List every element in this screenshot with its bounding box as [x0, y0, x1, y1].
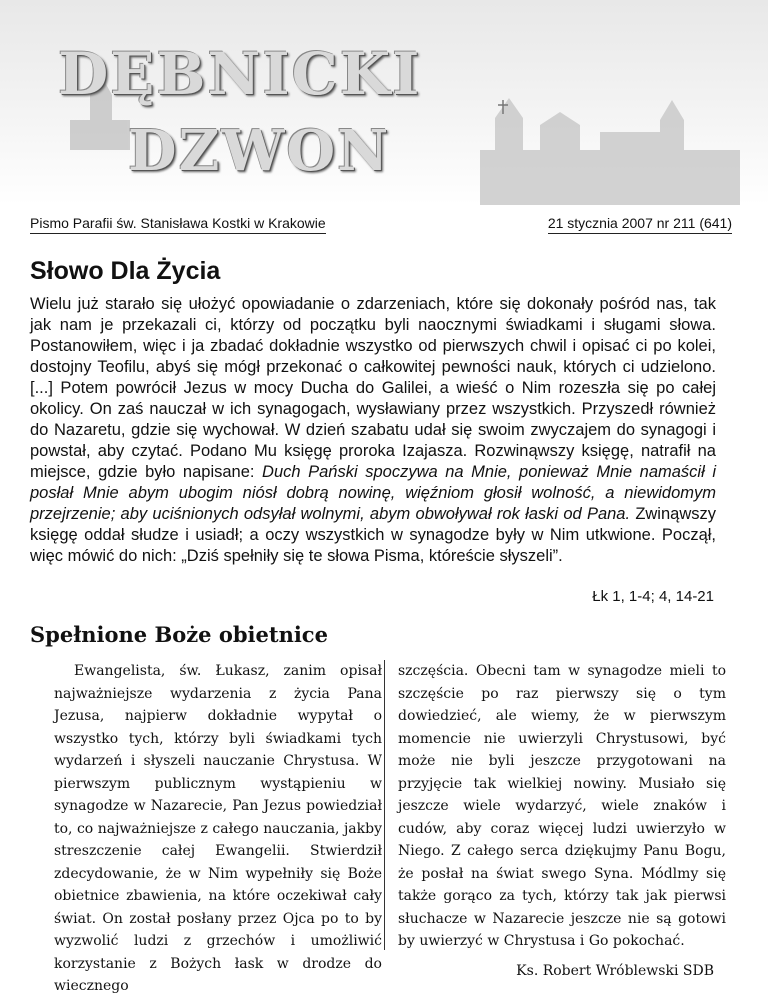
gospel-heading: Słowo Dla Życia: [30, 257, 221, 285]
gospel-text-italic: Duch Pański spoczywa na Mnie, ponieważ Mnie namaścił i posłał Mnie abym ubogim niósł dobrą nowinę, więźniom głosił wolność, a niewidomym przejrzenie; aby uciśnionych odsyłał wolnymi, abym obwoływał rok łaski od Pana.: [30, 463, 716, 523]
publication-name: Pismo Parafii św. Stanisława Kostki w Krakowie: [30, 215, 326, 234]
article-column-right: szczęścia. Obecni tam w synagodze mieli to szczęście po raz pierwszy się o tym dowiedzieć, ale wiemy, że w pierwszym momencie nie uwierzyli Chrystusowi, być może nie byli jeszcze przygotowani na przyjęcie tak wielkiej nowiny. Musiało się jeszcze wiele wydarzyć, wiele znaków i cudów, aby coraz więcej ludzi uwierzyło w Niego. Z całego serca dziękujmy Panu Bogu, że posłał na świat swego Syna. Módlmy się także gorąco za tych, którzy tak jak pierwsi słuchacze w Nazarecie jeszcze nie są gotowi by uwierzyć w Chrystusa i Go pokochać.: [398, 663, 726, 949]
column-divider: [384, 660, 385, 950]
gospel-text: [30, 294, 716, 567]
article-author: Ks. Robert Wróblewski SDB: [516, 963, 714, 979]
gospel-text-before: Wielu już starało się ułożyć opowiadanie o zdarzeniach, które się dokonały pośród nas, tak jak nam je przekazali ci, którzy od początku byli naocznymi świadkami i sługami słowa. Postanowiłem, więc i ja zbadać dokładnie wszystko od pierwszych chwil i opisać ci po kolei, dostojny Teofilu, abyś się mógł przekonać o całkowitej pewności nauk, których ci udzielono. [...] Potem powrócił Jezus w mocy Ducha do Galilei, a wieść o Nim rozeszła się po całej okolicy. On zaś nauczał w ich synagogach, wysławiany przez wszystkich. Przyszedł również do Nazaretu, gdzie się wychował. W dzień szabatu udał się swoim zwyczajem do synagogi i powstał, aby czytać. Podano Mu księgę proroka Izajasza. Rozwinąwszy księgę, natrafił na miejsce, gdzie było napisane:: [30, 295, 716, 481]
issue-header: [30, 215, 732, 234]
masthead-title-line2: DZWON: [128, 118, 391, 184]
issue-date: 21 stycznia 2007 nr 211 (641): [548, 215, 732, 234]
masthead-title-line1: DĘBNICKI: [58, 40, 422, 108]
scripture-reference: Łk 1, 1-4; 4, 14-21: [592, 588, 714, 605]
gospel-text-after: Zwinąwszy księgę oddał słudze i usiadł; a oczy wszystkich w synagodze były w Nim utkwione. Począł, więc mówić do nich: „Dziś spełniły się te słowa Pisma, któreście słyszeli”.: [30, 505, 716, 565]
article-heading: Spełnione Boże obietnice: [30, 622, 328, 647]
masthead: [0, 0, 768, 205]
article-column-left: Ewangelista, św. Łukasz, zanim opisał najważniejsze wydarzenia z życia Pana Jezusa, najpierw dokładnie wypytał o wszystko tych, którzy byli świadkami tych wydarzeń i słyszeli nauczanie Chrystusa. W pierwszym publicznym wystąpieniu w synagodze w Nazarecie, Pan Jezus powiedział to, co najważniejsze z całego nauczania, jakby streszczenie całej Ewangelii. Stwierdził zdecydowanie, że w Nim wypełniły się Boże obietnice zbawienia, na które oczekiwał cały świat. On został posłany przez Ojca po to by wyzwolić ludzi z grzechów i umożliwić korzystanie z Bożych łask w drodze do wiecznego: [54, 663, 382, 994]
